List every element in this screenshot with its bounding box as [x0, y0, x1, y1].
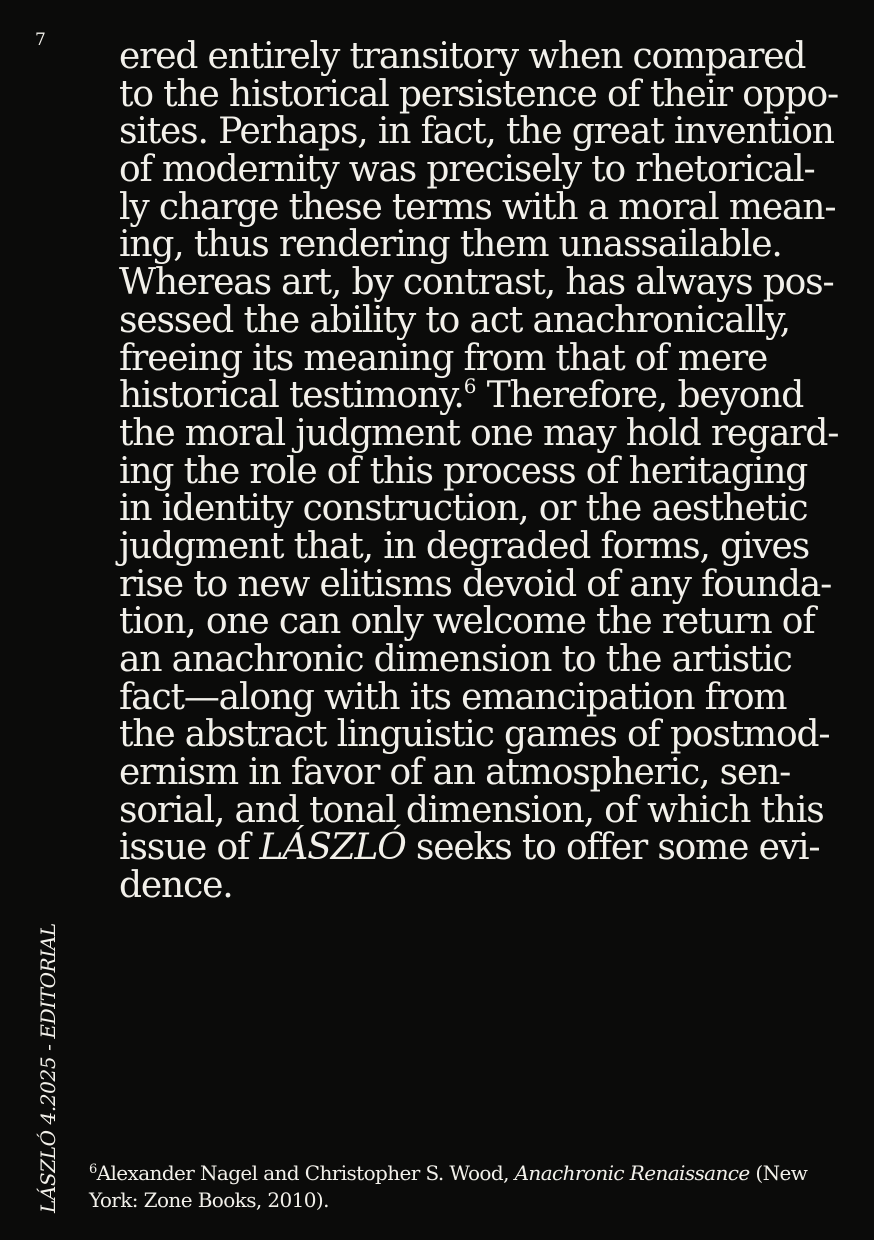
footnote-line	[89, 1160, 859, 1187]
footnote-line: York: Zone Books, 2010).	[89, 1188, 329, 1212]
body-line: Whereas art, by contrast, has always pos-	[119, 262, 834, 304]
body-line	[119, 374, 859, 417]
body-line: sites. Perhaps, in fact, the great invention	[119, 111, 834, 153]
body-text	[119, 38, 859, 905]
body-line: in identity construction, or the aesthetic	[119, 488, 808, 530]
body-line: the abstract linguistic games of postmod-	[119, 714, 830, 756]
body-line: sessed the ability to act anachronically,	[119, 299, 790, 341]
body-line: judgment that, in degraded forms, gives	[119, 525, 810, 567]
body-line: freeing its meaning from that of mere	[119, 337, 768, 379]
body-line: to the historical persistence of their oppo-	[119, 73, 839, 115]
body-line: of modernity was precisely to rhetorical-	[119, 149, 815, 191]
body-line: ly charge these terms with a moral mean-	[119, 186, 836, 228]
body-line: rise to new elitisms devoid of any founda-	[119, 563, 832, 605]
footnote-text: Alexander Nagel and Christopher S. Wood,	[96, 1161, 515, 1185]
footnote-number: 6	[89, 1162, 97, 1177]
body-line-text: issue of	[119, 827, 260, 869]
footnote-book-title: Anachronic Renaissance	[514, 1161, 750, 1185]
page-number: 7	[35, 30, 46, 50]
footnote-text: (New	[749, 1161, 808, 1185]
body-line: an anachronic dimension to the artistic	[119, 639, 792, 680]
body-line: ing the role of this process of heritaging	[119, 450, 808, 492]
running-head-vertical: LÁSZLÓ 4.2025 - EDITORIAL	[36, 923, 60, 1213]
body-line-text: seeks to offer some evi-	[405, 827, 820, 869]
magazine-title: LÁSZLÓ	[259, 827, 406, 869]
body-line-text: Therefore, beyond	[476, 375, 804, 417]
footnote-reference[interactable]: 6	[463, 374, 477, 399]
body-line	[119, 829, 859, 867]
body-line: tion, one can only welcome the return of	[119, 601, 815, 643]
body-line-text: historical testimony.	[119, 375, 464, 417]
body-line: fact—along with its emancipation from	[119, 676, 787, 718]
body-line: the moral judgment one may hold regard-	[119, 412, 839, 454]
body-line: ing, thus rendering them unassailable.	[119, 224, 782, 266]
body-line: dence.	[119, 865, 233, 907]
body-line: ernism in favor of an atmospheric, sen-	[119, 752, 791, 794]
body-line: sorial, and tonal dimension, of which this	[119, 789, 824, 831]
footnote	[89, 1160, 859, 1214]
body-line: ered entirely transitory when compared	[119, 36, 806, 77]
